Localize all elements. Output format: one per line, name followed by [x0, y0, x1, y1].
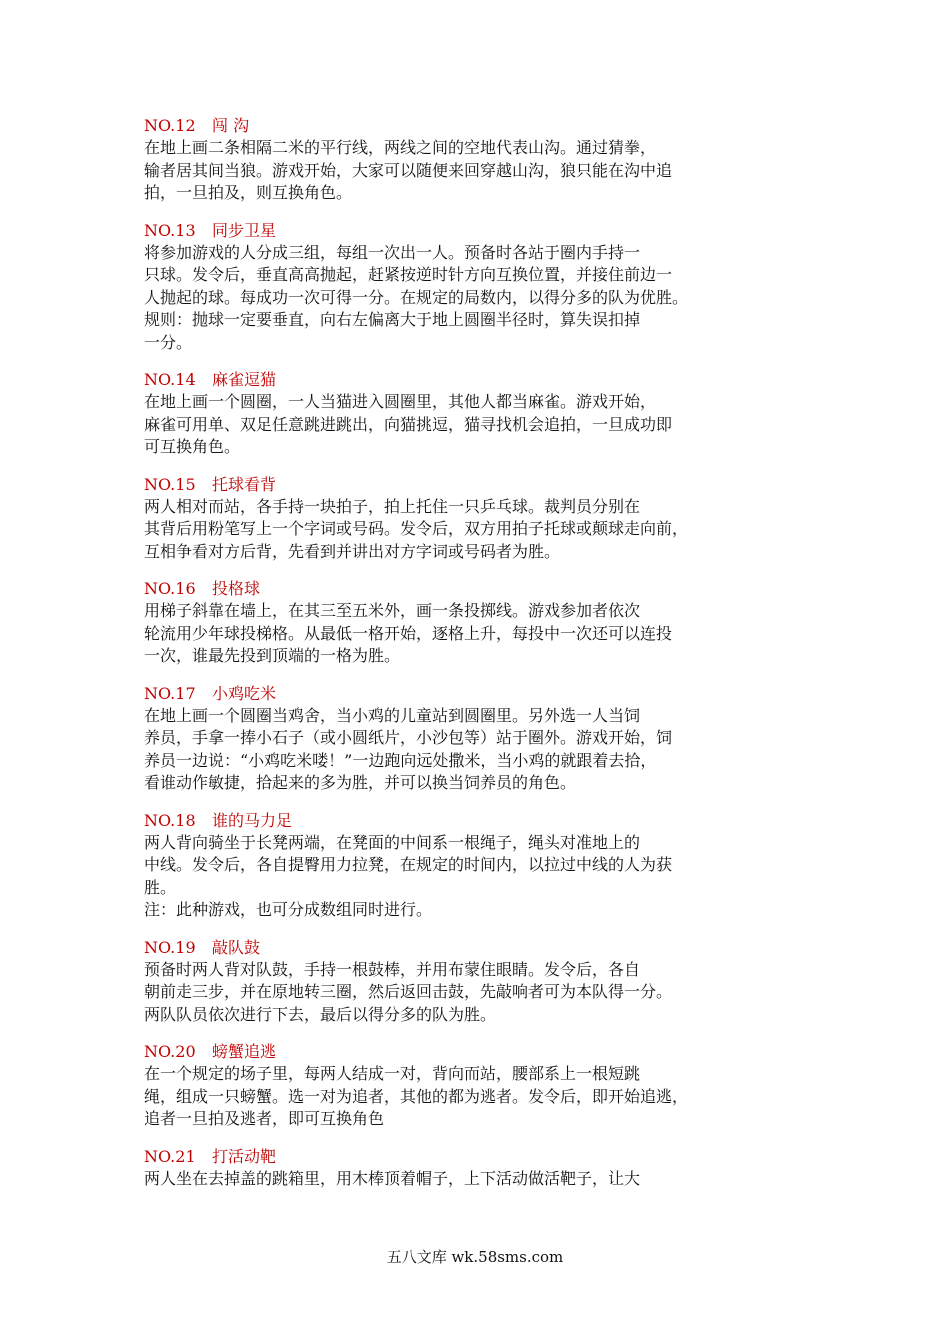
game-description-line: 追者一旦拍及逃者，即可互换角色 [144, 1109, 385, 1128]
game-section [144, 1146, 804, 1191]
game-heading [144, 115, 804, 137]
game-description-line: 可互换角色。 [144, 437, 241, 456]
game-description-line: 在地上画一个圆圈当鸡舍，当小鸡的儿童站到圆圈里。另外选一人当饲 [144, 705, 641, 725]
game-section [144, 937, 804, 1027]
game-description-line: 只球。发令后，垂直高高抛起，赶紧按逆时针方向互换位置，并接住前边一 [144, 265, 673, 284]
game-description-line: 养员，手拿一捧小石子（或小圆纸片，小沙包等）站于圈外。游戏开始，饲 [144, 728, 673, 747]
game-description-line: 一分。 [144, 332, 193, 352]
game-description-line: 两人坐在去掉盖的跳箱里，用木棒顶着帽子，上下活动做活靶子，让大 [144, 1168, 641, 1188]
game-section [144, 220, 804, 355]
game-number: NO.18 [144, 810, 196, 830]
game-description-line: 在一个规定的场子里，每两人结成一对，背向而站，腰部系上一根短跳 [144, 1064, 641, 1083]
game-number: NO.13 [144, 220, 196, 240]
game-description-line: 拍，一旦拍及，则互换角色。 [144, 183, 353, 202]
game-description-line: 中线。发令后，各自提臀用力拉凳，在规定的时间内，以拉过中线的人为获 [144, 855, 673, 874]
game-list [144, 115, 804, 1205]
game-heading [144, 683, 804, 705]
game-description-line: 绳，组成一只螃蟹。选一对为追者，其他的都为逃者。发令后，即开始追逃， [144, 1086, 689, 1106]
game-section [144, 369, 804, 459]
game-description-line: 两队队员依次进行下去，最后以得分多的队为胜。 [144, 1004, 497, 1024]
game-title: 闯 沟 [212, 116, 250, 135]
game-heading [144, 1146, 804, 1168]
game-description-line: 注：此种游戏，也可分成数组同时进行。 [144, 900, 433, 919]
game-description-line: 一次，谁最先投到顶端的一格为胜。 [144, 646, 401, 665]
game-description-line: 互相争看对方后背，先看到并讲出对方字词或号码者为胜。 [144, 541, 561, 561]
game-heading [144, 810, 804, 832]
game-section [144, 683, 804, 795]
game-heading [144, 937, 804, 959]
game-number: NO.21 [144, 1146, 196, 1166]
game-number: NO.17 [144, 683, 196, 703]
game-description-line: 用梯子斜靠在墙上，在其三至五米外，画一条投掷线。游戏参加者依次 [144, 601, 641, 620]
game-heading [144, 369, 804, 391]
game-description-line: 输者居其间当狼。游戏开始，大家可以随便来回穿越山沟，狼只能在沟中追 [144, 160, 673, 180]
game-title: 托球看背 [212, 474, 277, 494]
game-title: 螃蟹追逃 [212, 1042, 277, 1061]
game-section [144, 474, 804, 564]
game-title: 敲队鼓 [212, 937, 261, 957]
game-title: 同步卫星 [212, 220, 277, 240]
game-section [144, 115, 804, 205]
game-number: NO.16 [144, 579, 196, 598]
game-description-line: 养员一边说：“小鸡吃米喽！”一边跑向远处撒米，当小鸡的就跟着去拾， [144, 750, 657, 770]
game-description-line: 人抛起的球。每成功一次可得一分。在规定的局数内，以得分多的队为优胜。 [144, 287, 689, 307]
game-number: NO.15 [144, 474, 196, 494]
game-number: NO.20 [144, 1042, 196, 1061]
game-title: 麻雀逗猫 [212, 370, 277, 389]
game-description-line: 两人相对而站，各手持一块拍子，拍上托住一只乒乓球。裁判员分别在 [144, 496, 641, 516]
footer-watermark: 五八文库 wk.58sms.com [386, 1248, 564, 1266]
game-title: 投格球 [212, 579, 261, 598]
game-number: NO.19 [144, 937, 196, 957]
game-title: 打活动靶 [212, 1146, 277, 1166]
game-heading [144, 220, 804, 242]
game-title: 谁的马力足 [212, 810, 293, 830]
game-section [144, 578, 804, 668]
game-description-line: 规则：抛球一定要垂直，向右左偏离大于地上圆圈半径时，算失误扣掉 [144, 310, 641, 329]
game-description-line: 麻雀可用单、双足任意跳进跳出，向猫挑逗，猫寻找机会追拍，一旦成功即 [144, 414, 673, 434]
game-description-line: 其背后用粉笔写上一个字词或号码。发令后，双方用拍子托球或颠球走向前， [144, 519, 689, 538]
game-description-line: 在地上画一个圆圈，一人当猫进入圆圈里，其他人都当麻雀。游戏开始， [144, 392, 657, 411]
game-section [144, 1041, 804, 1131]
game-heading [144, 1041, 804, 1063]
game-description-line: 朝前走三步，并在原地转三圈，然后返回击鼓，先敲响者可为本队得一分。 [144, 982, 673, 1001]
game-description-line: 看谁动作敏捷，拾起来的多为胜，并可以换当饲养员的角色。 [144, 773, 577, 792]
game-description-line: 在地上画二条相隔二米的平行线，两线之间的空地代表山沟。通过猜拳， [144, 138, 657, 157]
game-number: NO.12 [144, 116, 196, 135]
game-number: NO.14 [144, 370, 196, 389]
game-description-line: 两人背向骑坐于长凳两端，在凳面的中间系一根绳子，绳头对准地上的 [144, 832, 641, 852]
game-description-line: 轮流用少年球投梯格。从最低一格开始，逐格上升，每投中一次还可以连投 [144, 623, 673, 643]
game-description-line: 预备时两人背对队鼓，手持一根鼓棒，并用布蒙住眼睛。发令后，各自 [144, 959, 641, 979]
game-description-line: 将参加游戏的人分成三组，每组一次出一人。预备时各站于圈内手持一 [144, 242, 641, 262]
game-title: 小鸡吃米 [212, 683, 277, 703]
game-section [144, 810, 804, 922]
game-heading [144, 578, 804, 600]
game-description-line: 胜。 [144, 877, 177, 897]
game-heading [144, 474, 804, 496]
